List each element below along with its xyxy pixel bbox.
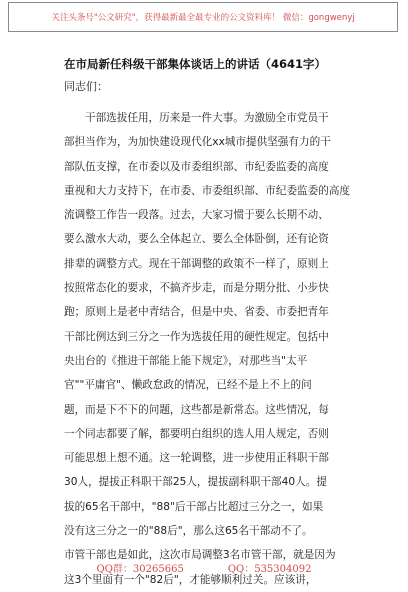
body-line: 干部比例达到三分之一作为选拔任用的硬性规定。包括中 — [64, 330, 329, 343]
banner-text: 关注头条号"公文研究"，获得最新最全最专业的公文资料库！ 微信：gongwenyj — [51, 13, 355, 23]
document-title: 在市局新任科级干部集体谈话上的讲话（4641字） — [64, 57, 327, 71]
body-line: 部队伍支撑，在市委以及市委组织部、市纪委监委的高度 — [64, 160, 329, 173]
greeting: 同志们： — [64, 80, 108, 93]
body-line: 要么激水大动，要么全体起立、要么全体卧倒，还有论资 — [64, 233, 329, 246]
footer-qq-group: QQ群：30265665 — [96, 564, 184, 575]
body-line: 按照常态化的要求，不搞齐步走，而是分期分批、小步快 — [64, 282, 329, 295]
body-line: 跑；原则上是老中青结合，但是中央、省委、市委把青年 — [64, 306, 329, 319]
body-line: 流调整工作告一段落。过去，大家习惯于要么长期不动、 — [64, 209, 329, 222]
body-line: 部担当作为，为加快建设现代化xx城市提供坚强有力的干 — [64, 136, 331, 149]
footer — [0, 560, 408, 576]
body-line: 没有这三分之一的"88后"，那么这65名干部动不了。 — [64, 525, 313, 538]
body-line: 官""平庸官"、懒政怠政的情况，已经不是上不上的问 — [64, 379, 312, 392]
body-line: 可能思想上想不通。这一轮调整，进一步使用正科职干部 — [64, 452, 329, 465]
body-line: 30人，提拔正科职干部25人，提拔副科职干部40人。提 — [64, 476, 327, 489]
header-banner — [8, 2, 398, 32]
body-line: 这3个里面有一个"82后"，才能够顺利过关。应该讲， — [64, 573, 317, 586]
body-line: 排辈的调整方式。现在干部调整的政策不一样了，原则上 — [64, 257, 329, 270]
body-line: 干部选拔任用，历来是一件大事。为激励全市党员干 — [85, 112, 329, 124]
footer-qq: QQ：535304092 — [227, 564, 312, 575]
body-line: 拔的65名干部中，"88"后干部占比超过三分之一，如果 — [64, 500, 324, 513]
body-line: 央出台的《推进干部能上能下规定》，对那些当"太平 — [64, 354, 308, 367]
body-line: 重视和大力支持下，在市委、市委组织部、市纪委监委的高度 — [64, 184, 351, 197]
body-line: 一个同志都要了解，都要明白组织的选人用人规定，否则 — [64, 427, 329, 440]
body-line: 题，而是下不下的问题，这些都是新常态。这些情况，每 — [64, 403, 329, 416]
document-body — [64, 106, 364, 592]
body-line: 市管干部也是如此，这次市局调整3名市管干部，就是因为 — [64, 549, 336, 562]
